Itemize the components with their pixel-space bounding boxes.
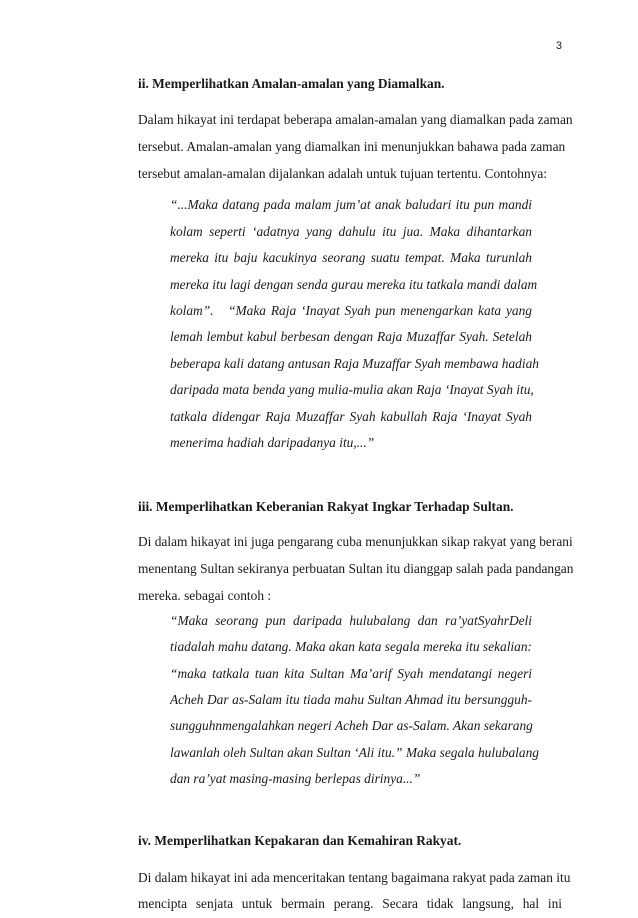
quote-line: kolam seperti ‘adatnya yang dahulu itu jua. Maka dihantarkan	[170, 223, 532, 239]
section-paragraph	[138, 529, 574, 609]
paragraph-line: mencipta senjata untuk bermain perang. Secara tidak langsung, hal ini	[138, 896, 562, 912]
quote-line: dan ra’yat masing-masing berlepas dirinya...”	[170, 771, 421, 787]
quote-line: lawanlah oleh Sultan akan Sultan ‘Ali itu.” Maka segala hulubalang	[170, 744, 539, 760]
section-paragraph	[138, 107, 573, 187]
quote-line: sungguhnmengalahkan negeri Acheh Dar as-Salam. Akan sekarang	[170, 718, 533, 734]
quote-line: beberapa kali datang antusan Raja Muzaffar Syah membawa hadiah	[170, 355, 539, 371]
quote-line: “Maka seorang pun daripada hulubalang dan ra’yatSyahrDeli	[170, 612, 532, 628]
page-number: 3	[555, 40, 562, 52]
quote-line: kolam”. “Maka Raja ‘Inayat Syah pun menengarkan kata yang	[170, 303, 532, 319]
paragraph-line: tersebut amalan-amalan dijalankan adalah untuk tujuan tertentu. Contohnya:	[138, 165, 548, 181]
quote-line: Acheh Dar as-Salam itu tiada mahu Sultan Ahmad itu bersungguh-	[170, 692, 532, 708]
quotation-block	[138, 192, 562, 456]
quote-line: tiadalah mahu datang. Maka akan kata segala mereka itu sekalian:	[170, 639, 532, 655]
quote-line: menerima hadiah daripadanya itu,...”	[170, 435, 375, 451]
paragraph-line: Di dalam hikayat ini juga pengarang cuba menunjukkan sikap rakyat yang berani	[138, 534, 573, 550]
paragraph-line: tersebut. Amalan-amalan yang diamalkan ini menunjukkan bahawa pada zaman	[138, 138, 566, 154]
paragraph-line: mereka. sebagai contoh :	[138, 588, 272, 604]
section-heading: ii. Memperlihatkan Amalan-amalan yang Diamalkan.	[138, 76, 445, 91]
quote-line: “maka tatkala tuan kita Sultan Ma’arif Syah mendatangi negeri	[170, 665, 532, 681]
quote-line: daripada mata benda yang mulia-mulia akan Raja ‘Inayat Syah itu,	[170, 382, 534, 398]
paragraph-line: Di dalam hikayat ini ada menceritakan tentang bagaimana rakyat pada zaman itu	[138, 869, 571, 885]
paragraph-line: menentang Sultan sekiranya perbuatan Sultan itu dianggap salah pada pandangan	[138, 561, 574, 577]
section-heading: iii. Memperlihatkan Keberanian Rakyat Ingkar Terhadap Sultan.	[138, 499, 514, 515]
paragraph-line: Dalam hikayat ini terdapat beberapa amalan-amalan yang diamalkan pada zaman	[138, 112, 573, 127]
section-paragraph	[138, 865, 571, 918]
quote-line: mereka itu lagi dengan senda gurau mereka itu tatkala mandi dalam	[170, 276, 538, 292]
quote-line: “...Maka datang pada malam jum’at anak baludari itu pun mandi	[170, 197, 532, 213]
quotation-block	[138, 608, 562, 793]
section-heading: iv. Memperlihatkan Kepakaran dan Kemahiran Rakyat.	[138, 832, 462, 848]
quote-line: tatkala didengar Raja Muzaffar Syah kabullah Raja ‘Inayat Syah	[170, 408, 532, 424]
document-body	[138, 70, 574, 918]
quote-line: lemah lembut kabul berbesan dengan Raja Muzaffar Syah. Setelah	[170, 329, 532, 345]
quote-line: mereka itu baju kacukinya seorang suatu tempat. Maka turunlah	[170, 250, 532, 266]
